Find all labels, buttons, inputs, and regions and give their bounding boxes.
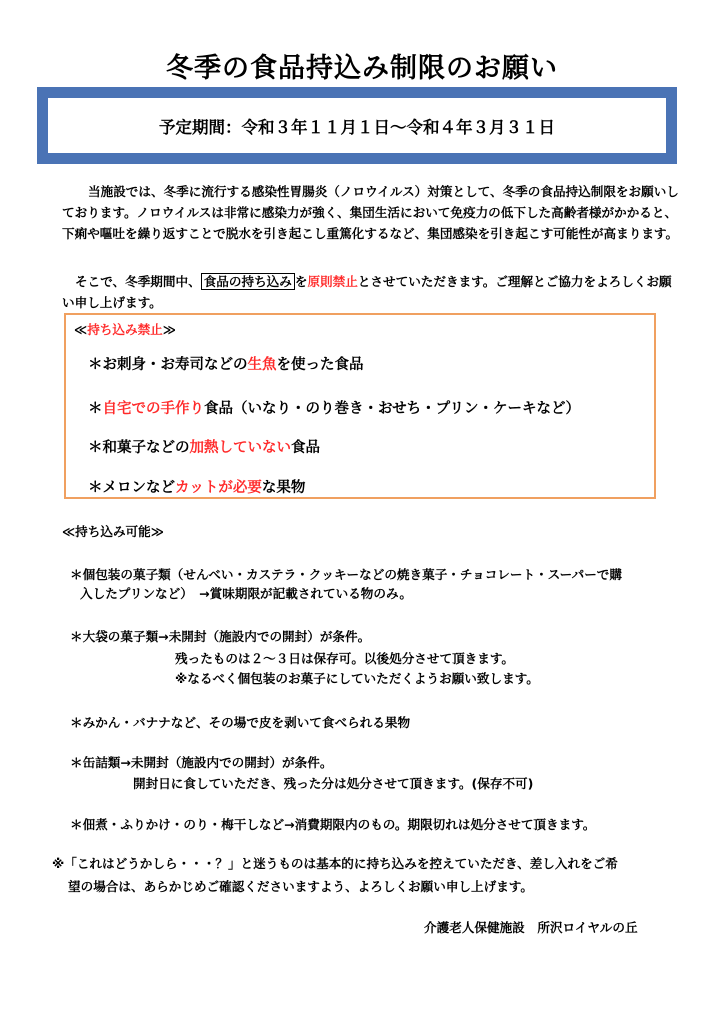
prohibited-in-principle: 原則禁止 [307, 274, 358, 289]
period-text: 予定期間：令和３年１１月１日～令和４年３月３１日 [48, 98, 666, 153]
prohibited-item: ＊自宅での手作り食品（いなり・のり巻き・おせち・プリン・ケーキなど） [88, 401, 580, 417]
note: ※「これはどうかしら・・・？」と迷うものは基本的に持ち込みを控えていただき、差し入れをご希 [52, 856, 618, 871]
period-frame [37, 87, 677, 164]
prohibited-item: ＊和菓子などの加熱していない食品 [88, 440, 320, 456]
allowed-item: ＊個包装の菓子類（せんべい・カステラ・クッキーなどの焼き菓子・チョコレート・スーパーで購 [70, 567, 622, 582]
page-title: 冬季の食品持込み制限のお願い [166, 53, 558, 84]
food-bring-in-label: 食品の持ち込み [201, 273, 295, 290]
allowed-item-cont: 残ったものは２～３日は保存可。以後処分させて頂きます。 [175, 651, 515, 666]
allowed-item-cont: ※なるべく個包装のお菓子にしていただくようお願い致します。 [175, 671, 539, 686]
intro-paragraph-1: 当施設では、冬季に流行する感染性胃腸炎（ノロウイルス）対策として、冬季の食品持込制限をお願いしております。ノロウイルスは非常に感染力が強く、集団生活において免疫力の低下した高齢者様がかかると、下痢や嘔吐を繰り返すことで脱水を引き起こし重篤化するなど、集団感染を引き起こす可能性が高まります。 [62, 184, 679, 241]
allowed-item-cont: 入したプリンなど） →賞味期限が記載されている物のみ。 [80, 586, 412, 601]
note-cont: 望の場合は、あらかじめご確認くださいますよう、よろしくお願い申し上げます。 [68, 879, 533, 894]
prohibited-heading: ≪持ち込み禁止≫ [74, 322, 176, 337]
intro-paragraph-2: そこで、冬季期間中、 食品の持ち込み を原則禁止とさせていただきます。ご理解とご協力をよろしくお願い申し上げます。 [62, 274, 672, 310]
prohibited-item: ＊お刺身・お寿司などの生魚を使った食品 [88, 357, 364, 373]
prohibited-item: ＊メロンなどカットが必要な果物 [88, 480, 306, 496]
prohibited-box [64, 313, 656, 499]
signature: 介護老人保健施設 所沢ロイヤルの丘 [424, 920, 638, 935]
allowed-item: ＊みかん・バナナなど、その場で皮を剥いて食べられる果物 [70, 715, 411, 730]
allowed-item: ＊佃煮・ふりかけ・のり・梅干しなど→消費期限内のもの。期限切れは処分させて頂きます。 [70, 817, 596, 832]
allowed-heading: ≪持ち込み可能≫ [62, 524, 164, 539]
allowed-item: ＊缶詰類→未開封（施設内での開封）が条件。 [70, 755, 333, 770]
allowed-item-cont: 開封日に食していただき、残った分は処分させて頂きます。(保存不可) [133, 776, 534, 791]
allowed-item: ＊大袋の菓子類→未開封（施設内での開封）が条件。 [70, 629, 371, 644]
